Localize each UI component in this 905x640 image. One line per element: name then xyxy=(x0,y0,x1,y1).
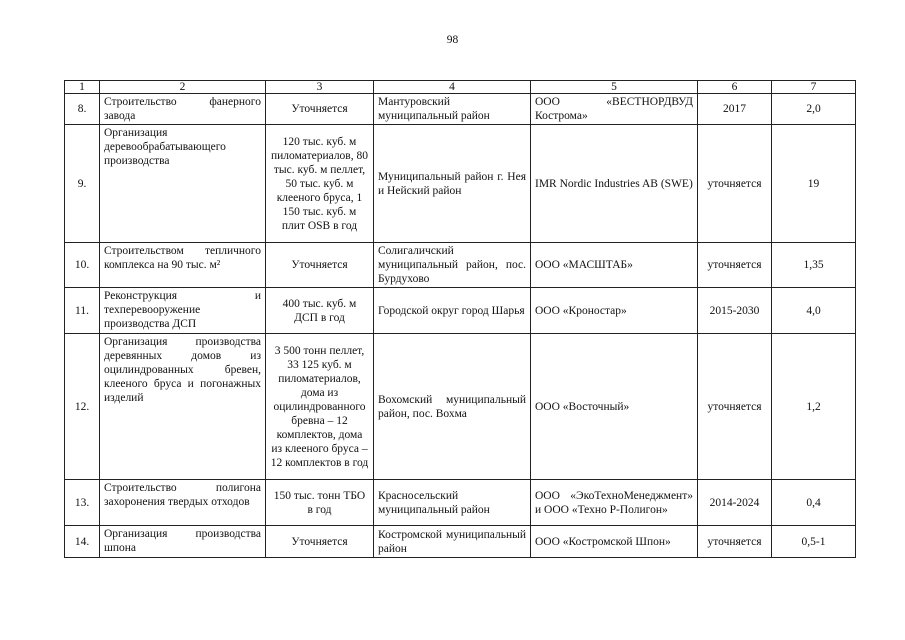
project-capacity: 120 тыс. куб. м пиломатериалов, 80 тыс. куб. м пеллет, 50 тыс. куб. м клееного бруса, 1 150 тыс. куб. м плит OSB в год xyxy=(266,125,374,243)
row-number: 11. xyxy=(65,288,100,334)
project-value: 0,5-1 xyxy=(772,526,856,558)
project-term: 2014-2024 xyxy=(698,480,772,526)
table-row xyxy=(65,243,856,288)
page-number: 98 xyxy=(446,34,459,46)
project-capacity: 3 500 тонн пеллет, 33 125 куб. м пиломатериалов, дома из оцилиндрованного бревна – 12 комплектов, дома из клееного бруса – 12 комплектов в год xyxy=(266,334,374,480)
project-value: 4,0 xyxy=(772,288,856,334)
table-row xyxy=(65,480,856,526)
row-number: 12. xyxy=(65,334,100,480)
column-number: 2 xyxy=(100,81,266,94)
column-number: 6 xyxy=(698,81,772,94)
column-number: 1 xyxy=(65,81,100,94)
row-number: 9. xyxy=(65,125,100,243)
project-value: 0,4 xyxy=(772,480,856,526)
project-value: 1,2 xyxy=(772,334,856,480)
project-term: уточняется xyxy=(698,526,772,558)
project-name: Строительством тепличного комплекса на 90 тыс. м² xyxy=(100,243,266,288)
project-value: 2,0 xyxy=(772,94,856,125)
row-number: 8. xyxy=(65,94,100,125)
projects-table xyxy=(64,80,856,558)
project-term: уточняется xyxy=(698,334,772,480)
project-location: Вохомский муниципальный район, пос. Вохма xyxy=(374,334,531,480)
project-capacity: Уточняется xyxy=(266,526,374,558)
project-location: Мантуровский муниципальный район xyxy=(374,94,531,125)
project-capacity: Уточняется xyxy=(266,243,374,288)
column-number: 5 xyxy=(531,81,698,94)
column-number: 4 xyxy=(374,81,531,94)
project-location: Муниципальный район г. Нея и Нейский район xyxy=(374,125,531,243)
project-investor: ООО «ВЕСТНОРДВУД Кострома» xyxy=(531,94,698,125)
table-row xyxy=(65,288,856,334)
column-number: 7 xyxy=(772,81,856,94)
row-number: 14. xyxy=(65,526,100,558)
project-location: Красносельский муниципальный район xyxy=(374,480,531,526)
project-investor: ООО «Костромской Шпон» xyxy=(531,526,698,558)
table-row xyxy=(65,334,856,480)
project-location: Городской округ город Шарья xyxy=(374,288,531,334)
project-capacity: 400 тыс. куб. м ДСП в год xyxy=(266,288,374,334)
project-name: Организация производства деревянных домов из оцилиндрованных бревен, клееного бруса и погонажных изделий xyxy=(100,334,266,480)
row-number: 13. xyxy=(65,480,100,526)
project-investor: ООО «Кроностар» xyxy=(531,288,698,334)
project-investor: ООО «ЭкоТехноМенеджмент» и ООО «Техно Р-Полигон» xyxy=(531,480,698,526)
project-investor: ООО «Восточный» xyxy=(531,334,698,480)
project-value: 19 xyxy=(772,125,856,243)
table-row xyxy=(65,125,856,243)
project-name: Строительство полигона захоронения твердых отходов xyxy=(100,480,266,526)
project-value: 1,35 xyxy=(772,243,856,288)
project-term: уточняется xyxy=(698,125,772,243)
project-name: Организация деревообрабатывающего производства xyxy=(100,125,266,243)
project-term: 2017 xyxy=(698,94,772,125)
project-term: 2015-2030 xyxy=(698,288,772,334)
project-name: Реконструкция и техперевооружение производства ДСП xyxy=(100,288,266,334)
project-name: Строительство фанерного завода xyxy=(100,94,266,125)
column-number-row xyxy=(65,81,856,94)
table-row xyxy=(65,94,856,125)
project-name: Организация производства шпона xyxy=(100,526,266,558)
table-row xyxy=(65,526,856,558)
project-capacity: 150 тыс. тонн ТБО в год xyxy=(266,480,374,526)
row-number: 10. xyxy=(65,243,100,288)
project-term: уточняется xyxy=(698,243,772,288)
project-investor: ООО «МАСШТАБ» xyxy=(531,243,698,288)
column-number: 3 xyxy=(266,81,374,94)
project-investor: IMR Nordic Industries AB (SWE) xyxy=(531,125,698,243)
project-location: Солигаличский муниципальный район, пос. Бурдухово xyxy=(374,243,531,288)
project-capacity: Уточняется xyxy=(266,94,374,125)
project-location: Костромской муниципальный район xyxy=(374,526,531,558)
